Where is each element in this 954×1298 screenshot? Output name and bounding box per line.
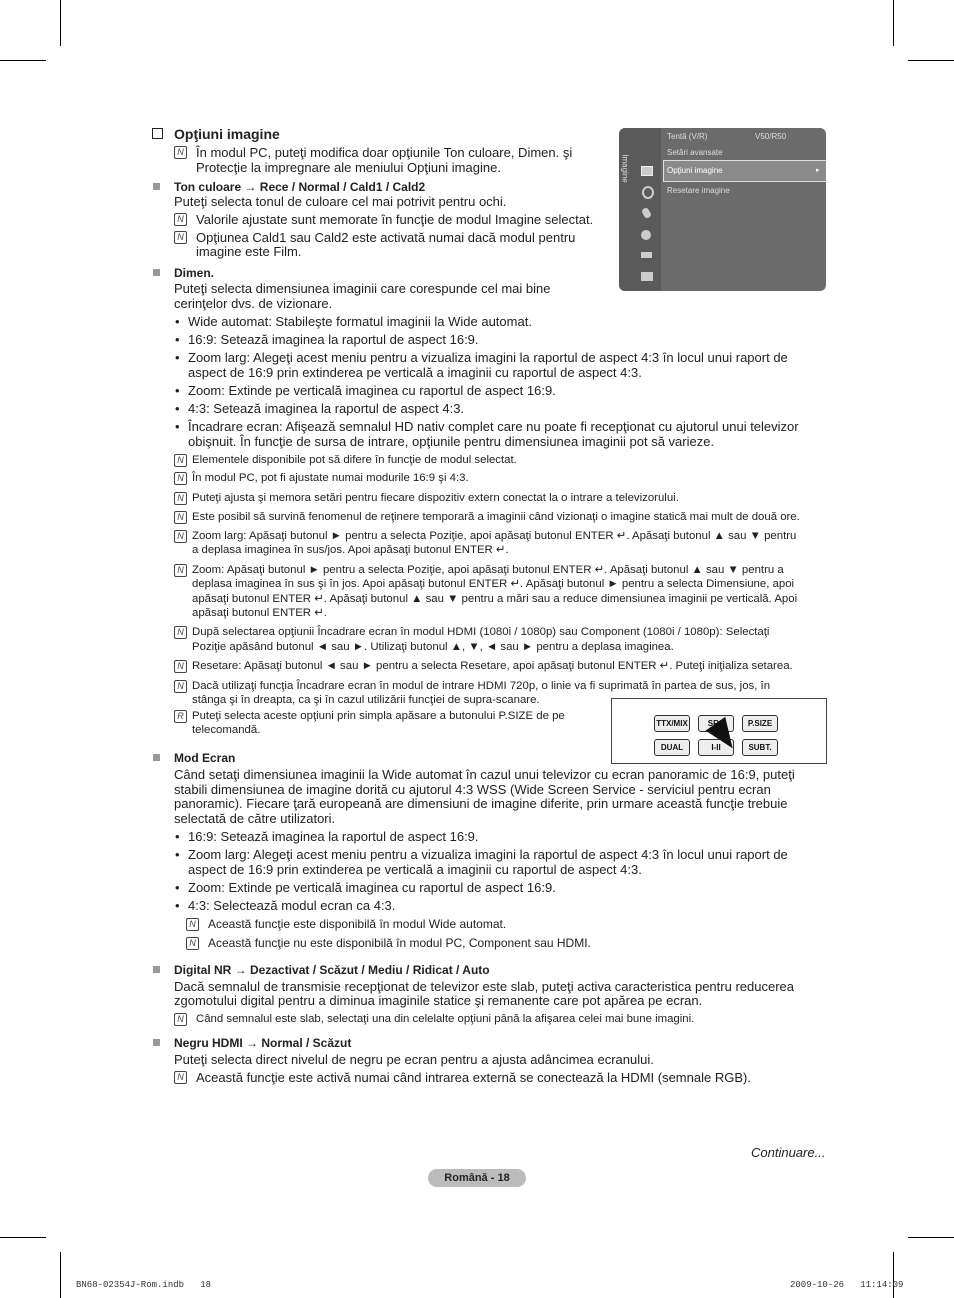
crop-mark xyxy=(893,0,894,46)
list-item: Zoom: Extinde pe verticală imaginea cu raportul de aspect 16:9. xyxy=(188,880,556,895)
note-text: Această funcţie este disponibilă în modul Wide automat. xyxy=(208,917,507,931)
menu-icon-support xyxy=(641,272,653,281)
square-bullet-icon xyxy=(153,269,160,276)
note-text: În modul PC, pot fi ajustate numai modurile 16:9 şi 4:3. xyxy=(192,472,469,484)
note-icon: N xyxy=(174,146,187,159)
square-bullet-icon xyxy=(153,183,160,190)
note-icon: N xyxy=(186,937,199,950)
bullet-dot: • xyxy=(175,880,180,895)
note-text: a deplasa imaginea în sus/jos. Apoi apăsaţi butonul ENTER ↵. xyxy=(192,544,509,556)
text-line: Puteţi selecta dimensiunea imaginii care corespunde cel mai bine xyxy=(174,281,551,296)
list-item: Încadrare ecran: Afişează semnalul HD nativ complet care nu poate fi recepţionat cu ajutorul unui televizor xyxy=(188,419,799,434)
remote-button: SRS xyxy=(698,715,734,732)
note-text: Elementele disponibile pot să difere în funcţie de modul selectat. xyxy=(192,454,517,466)
remote-button: DUAL xyxy=(654,739,690,756)
crop-mark xyxy=(908,60,954,61)
note-icon: N xyxy=(174,680,187,693)
checkbox-icon xyxy=(152,128,163,139)
list-item: Zoom: Extinde pe verticală imaginea cu raportul de aspect 16:9. xyxy=(188,383,556,398)
list-item: Wide automat: Stabileşte formatul imaginii la Wide automat. xyxy=(188,314,532,329)
note-text: telecomandă. xyxy=(192,724,261,736)
list-item: 4:3: Setează imaginea la raportul de aspect 4:3. xyxy=(188,401,465,416)
note-text: Zoom: Apăsaţi butonul ► pentru a selecta Poziţie, apoi apăsaţi butonul ENTER ↵. Apăsaţi butonul ▲ sau ▼ pentru a xyxy=(192,564,784,576)
remote-button: SUBT. xyxy=(742,739,778,756)
text-line: selectată de către utilizatori. xyxy=(174,811,336,826)
list-item: 16:9: Setează imaginea la raportul de aspect 16:9. xyxy=(188,332,479,347)
note-text: Puteţi selecta aceste opţiuni prin simpla apăsare a butonului P.SIZE de pe xyxy=(192,710,565,722)
note-text: deplasa imaginea în sus şi în jos. Apoi apăsaţi butonul ENTER ↵. Apăsaţi butonul ► pentru a selecta Dimensiune, apoi xyxy=(192,578,795,590)
text-line: Protecţie la impregnare ale meniului Opţiuni imagine. xyxy=(196,160,501,175)
subsection-heading: Ton culoare → Rece / Normal / Cald1 / Cald2 xyxy=(174,180,426,194)
list-item: 16:9: Setează imaginea la raportul de aspect 16:9. xyxy=(188,829,479,844)
text-line: Când setaţi dimensiunea imaginii la Wide automat în cazul unui televizor cu ecran panoramic de 16:9, puteţi xyxy=(174,767,795,782)
bullet-dot: • xyxy=(175,350,180,365)
bullet-dot: • xyxy=(175,314,180,329)
text-line: Puteţi selecta direct nivelul de negru pe ecran pentru a ajusta adâncimea ecranului. xyxy=(174,1052,654,1067)
note-icon: N xyxy=(174,564,187,577)
text-line: stabili dimensiunea de imagine dorită cu ajutorul 4:3 WSS (Wide Screen Service - serviciul pentru ecran xyxy=(174,782,771,797)
note-text: Este posibil să survină fenomenul de reţinere temporară a imaginii când vizionaţi o imagine statică mai mult de două ore. xyxy=(192,511,800,523)
bullet-dot: • xyxy=(175,847,180,862)
menu-icon-setup xyxy=(641,230,651,240)
text-line: Această funcţie este activă numai când intrarea externă se conectează la HDMI (semnale RGB). xyxy=(196,1070,751,1085)
bullet-dot: • xyxy=(175,898,180,913)
square-bullet-icon xyxy=(153,966,160,973)
section-title: Opţiuni imagine xyxy=(174,126,280,142)
menu-sidebar xyxy=(619,128,661,291)
list-item: Zoom larg: Alegeţi acest meniu pentru a vizualiza imagini la raportul de aspect 4:3 în locul unui raport de xyxy=(188,847,788,862)
note-icon: N xyxy=(174,626,187,639)
note-text: Puteţi ajusta şi memora setări pentru fiecare dispozitiv extern conectat la o intrare a televizorului. xyxy=(192,492,679,504)
tv-menu-screenshot xyxy=(619,128,826,291)
menu-side-label: Imagine xyxy=(620,154,630,183)
page-number-badge: Română - 18 xyxy=(428,1169,526,1187)
note-text: stânga şi în dreapta, ca şi în cazul utilizării funcţiei de supra-scanare. xyxy=(192,694,540,706)
note-icon: N xyxy=(174,492,187,505)
note-icon: N xyxy=(174,511,187,524)
remote-note-icon: R xyxy=(174,710,187,723)
square-bullet-icon xyxy=(153,754,160,761)
subsection-heading: Mod Ecran xyxy=(174,751,236,765)
menu-arrow-icon: ▸ xyxy=(816,167,820,174)
bullet-dot: • xyxy=(175,419,180,434)
remote-button: TTX/MIX xyxy=(654,715,690,732)
note-text: Resetare: Apăsaţi butonul ◄ sau ► pentru a selecta Resetare, apoi apăsaţi butonul ENTER ↵. Puteţi iniţializa setarea. xyxy=(192,660,793,672)
crop-mark xyxy=(60,1252,61,1298)
continue-label: Continuare... xyxy=(751,1145,826,1160)
crop-mark xyxy=(893,1252,894,1298)
text-line: În modul PC, puteţi modifica doar opţiunile Ton culoare, Dimen. şi xyxy=(196,145,573,160)
remote-button-psize: P.SIZE xyxy=(742,715,778,732)
bullet-dot: • xyxy=(175,829,180,844)
note-icon: N xyxy=(174,1071,187,1084)
text-line: Valorile ajustate sunt memorate în funcţie de modul Imagine selectat. xyxy=(196,212,594,227)
note-icon: N xyxy=(174,472,187,485)
list-item: 4:3: Selectează modul ecran ca 4:3. xyxy=(188,898,396,913)
bullet-dot: • xyxy=(175,401,180,416)
note-text: Dacă utilizaţi funcţia Încadrare ecran în modul de intrare HDMI 720p, o linie va fi suprimată în partea de sus, jos, în xyxy=(192,680,771,692)
menu-icon-input xyxy=(641,252,652,258)
bullet-dot: • xyxy=(175,383,180,398)
crop-mark xyxy=(60,0,61,46)
note-icon: N xyxy=(174,231,187,244)
crop-mark xyxy=(0,60,46,61)
square-bullet-icon xyxy=(153,1039,160,1046)
text-line: Opţiunea Cald1 sau Cald2 este activată numai dacă modul pentru xyxy=(196,230,576,245)
menu-icon-picture xyxy=(641,166,653,176)
list-item: Zoom larg: Alegeţi acest meniu pentru a vizualiza imagini la raportul de aspect 4:3 în locul unui raport de xyxy=(188,350,788,365)
note-icon: N xyxy=(174,530,187,543)
list-item: obişnuit. În funcţie de sursa de intrare, opţiunile pentru dimensiunea imaginii pot să varieze. xyxy=(188,434,715,449)
note-text: apăsaţi butonul ENTER ↵. xyxy=(192,607,327,619)
note-icon: N xyxy=(186,918,199,931)
menu-row-value: V50/R50 xyxy=(755,132,787,141)
list-item: aspect de 16:9 prin extinderea pe verticală a imaginii cu raportul de aspect 4:3. xyxy=(188,862,642,877)
text-line: cerinţelor dvs. de vizionare. xyxy=(174,296,333,311)
menu-row: Setări avansate xyxy=(667,148,723,157)
subsection-heading: Negru HDMI → Normal / Scăzut xyxy=(174,1036,352,1050)
note-text: Când semnalul este slab, selectaţi una din celelalte opţiuni până la afişarea celei mai bune imagini. xyxy=(196,1013,695,1025)
menu-row: Resetare imagine xyxy=(667,186,730,195)
text-line: Puteţi selecta tonul de culoare cel mai potrivit pentru ochi. xyxy=(174,194,507,209)
note-icon: N xyxy=(174,1013,187,1026)
menu-icon-sound xyxy=(642,186,654,199)
remote-control-illustration xyxy=(611,698,827,764)
note-icon: N xyxy=(174,213,187,226)
footer-timestamp: 2009-10-26 11:14:09 xyxy=(790,1280,904,1290)
note-icon: N xyxy=(174,454,187,467)
text-line: zgomotului digital pentru a diminua imaginile statice şi remanente care pot apărea pe ecran. xyxy=(174,993,703,1008)
subsection-heading: Dimen. xyxy=(174,266,215,280)
bullet-dot: • xyxy=(175,332,180,347)
menu-row: Tentă (V/R) xyxy=(667,132,708,141)
list-item: aspect de 16:9 prin extinderea pe verticală a imaginii cu raportul de aspect 4:3. xyxy=(188,365,642,380)
text-line: Dacă semnalul de transmisie recepţionat de televizor este slab, puteţi activa caracteristica pentru reducerea xyxy=(174,979,794,994)
note-text: Zoom larg: Apăsaţi butonul ► pentru a selecta Poziţie, apoi apăsaţi butonul ENTER ↵. Apăsaţi butonul ▲ sau ▼ pentru xyxy=(192,530,797,542)
menu-row-selected: Opţiuni imagine xyxy=(667,166,723,175)
note-text: apăsaţi butonul ENTER ↵. Apăsaţi butonul ▲ sau ▼ pentru a mări sau a reduce dimensiunea imaginii pe verticală. Apoi xyxy=(192,593,798,605)
text-line: panoramic). Fiecare ţară europeană are dimensiuni de imagine diferite, prin urmare această funcţie trebuie xyxy=(174,796,788,811)
crop-mark xyxy=(908,1237,954,1238)
note-text: Această funcţie nu este disponibilă în modul PC, Component sau HDMI. xyxy=(208,936,591,950)
note-text: După selectarea opţiunii Încadrare ecran în modul HDMI (1080i / 1080p) sau Component (1080i / 1080p): Selectaţi xyxy=(192,626,770,638)
text-line: imagine este Film. xyxy=(196,244,302,259)
subsection-heading: Digital NR → Dezactivat / Scăzut / Mediu / Ridicat / Auto xyxy=(174,963,490,977)
note-text: Poziţie apăsând butonul ◄ sau ►. Utilizaţi butonul ▲, ▼, ◄ sau ► pentru a deplasa imaginea. xyxy=(192,641,674,653)
note-icon: N xyxy=(174,660,187,673)
footer-file-info: BN68-02354J-Rom.indb 18 xyxy=(76,1280,212,1290)
remote-button: I-II xyxy=(698,739,734,756)
crop-mark xyxy=(0,1237,46,1238)
